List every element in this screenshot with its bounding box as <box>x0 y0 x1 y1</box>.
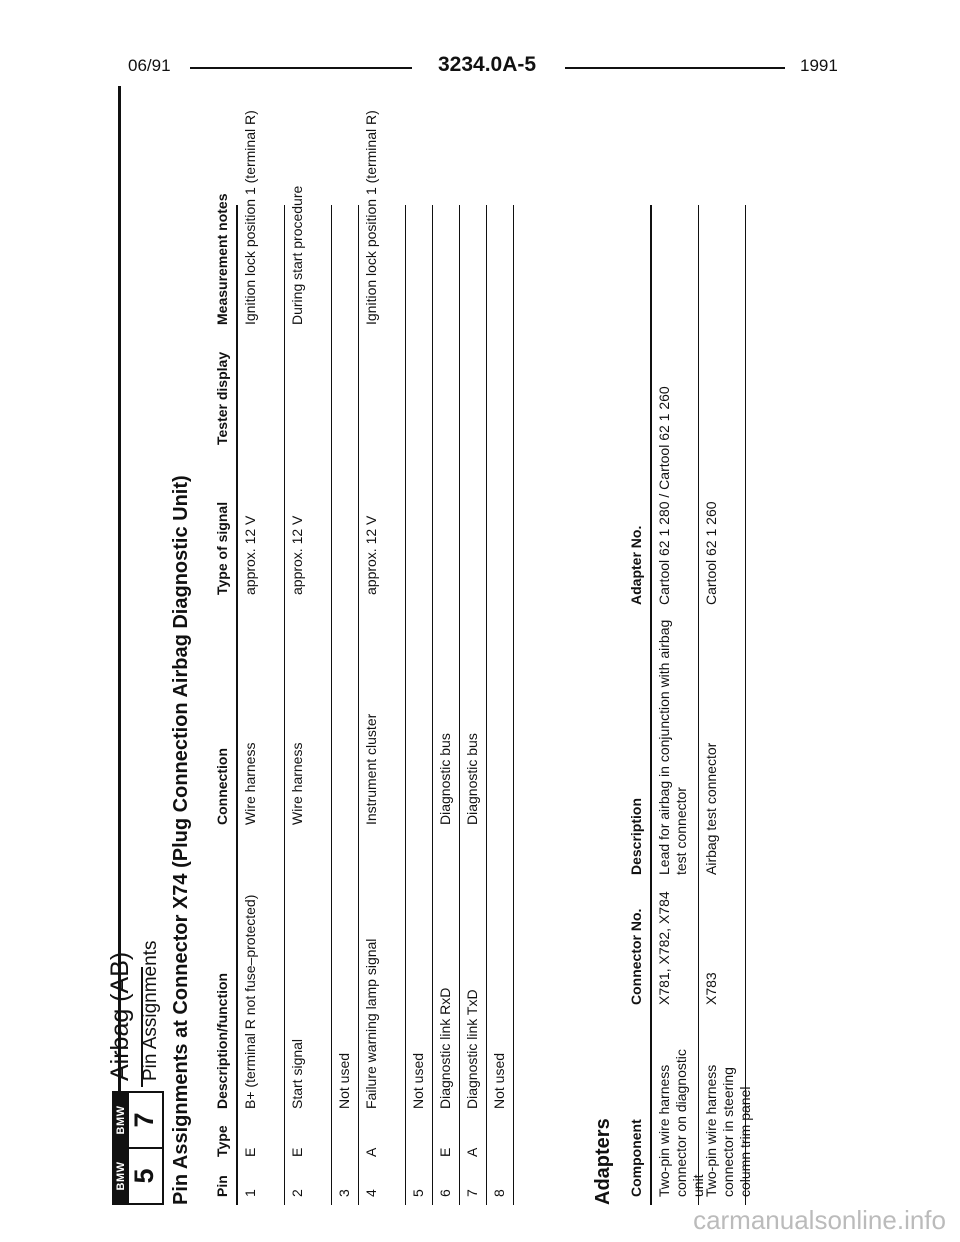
rotated-content <box>106 95 753 1205</box>
pin-cell: E <box>242 1147 258 1157</box>
pin-cell: Diagnostic link TxD <box>464 989 480 1109</box>
pin-cell: E <box>289 1147 305 1157</box>
pin-row <box>460 205 487 1205</box>
adapters-table-header: Component Connector No. Description Adapter No. <box>624 205 652 1205</box>
adapters-title: Adapters <box>592 1118 614 1205</box>
pin-cell: 3 <box>336 1189 352 1197</box>
pin-row <box>433 205 460 1205</box>
pin-row <box>406 205 433 1205</box>
pin-cell: Wire harness <box>242 742 258 825</box>
pin-row <box>285 185 332 1205</box>
pin-cell: 5 <box>410 1189 426 1197</box>
adapter-cell: Airbag test connector <box>703 742 719 875</box>
pin-row <box>332 205 359 1205</box>
pin-cell: During start procedure <box>289 185 305 325</box>
header-rule-right <box>565 67 785 69</box>
watermark: carmanualsonline.info <box>693 1205 946 1235</box>
pin-cell: Not used <box>491 1052 507 1109</box>
bmw-7-badge: BMW 7 <box>112 1091 164 1149</box>
pin-cell: Not used <box>336 1052 352 1109</box>
pin-cell: 1 <box>242 1189 258 1197</box>
adapter-cell: X781, X782, X784 <box>656 891 672 1005</box>
pin-cell: approx. 12 V <box>363 515 379 595</box>
pin-cell: Ignition lock position 1 (terminal R) <box>242 110 258 325</box>
pin-cell: 6 <box>437 1189 453 1197</box>
pin-cell: Wire harness <box>289 742 305 825</box>
pin-row <box>359 110 406 1205</box>
adapter-cell: Cartool 62 1 280 / Cartool 62 1 260 <box>656 386 672 605</box>
header-code: 3234.0A-5 <box>438 53 537 76</box>
page-subtitle: Pin Assignments <box>140 940 161 1081</box>
page-header <box>0 53 960 86</box>
header-date: 06/91 <box>128 56 171 75</box>
pin-row <box>487 205 514 1205</box>
adapter-row <box>652 205 706 1205</box>
adapters-table <box>624 205 753 1205</box>
pin-cell: approx. 12 V <box>289 515 305 595</box>
pin-row <box>238 110 285 1205</box>
header-year: 1991 <box>800 56 838 75</box>
pin-cell: Diagnostic bus <box>464 733 480 825</box>
pin-cell: Diagnostic link RxD <box>437 987 453 1109</box>
adapter-cell: X783 <box>703 972 719 1005</box>
pin-cell: 2 <box>289 1189 305 1197</box>
pin-cell: Ignition lock position 1 (terminal R) <box>363 110 379 325</box>
pin-cell: E <box>437 1147 453 1157</box>
section-title: Pin Assignments at Connector X74 (Plug Connection Airbag Diagnostic Unit) <box>170 475 192 1205</box>
pin-cell: approx. 12 V <box>242 515 258 595</box>
pin-cell: Not used <box>410 1052 426 1109</box>
pin-cell: Start signal <box>289 1038 305 1109</box>
pin-cell: 4 <box>363 1189 379 1197</box>
pin-cell: A <box>363 1147 379 1157</box>
adapter-row <box>699 205 753 1205</box>
pin-cell: A <box>464 1147 480 1157</box>
pin-cell: B+ (terminal R not fuse–protected) <box>242 894 258 1109</box>
pin-table-header: Pin Type Description/function Connection Type of signal Tester display Measurement notes <box>210 205 238 1205</box>
pin-cell: Diagnostic bus <box>437 733 453 825</box>
pin-cell: 7 <box>464 1189 480 1197</box>
pin-table <box>210 110 514 1205</box>
adapter-cell: Cartool 62 1 260 <box>703 501 719 605</box>
pin-cell: Failure warning lamp signal <box>363 938 379 1109</box>
pin-cell: Instrument cluster <box>363 713 379 825</box>
adapter-cell: Two-pin wire harness connector on diagnostic unit <box>656 1049 706 1197</box>
pin-cell: 8 <box>491 1189 507 1197</box>
header-rule-left <box>190 67 412 69</box>
page-title: Airbag (AB) <box>106 951 134 1081</box>
bmw-5-badge: BMW 5 <box>112 1147 164 1205</box>
adapter-cell: Lead for airbag in conjunction with airbag test connector <box>656 619 689 875</box>
adapter-cell: Two-pin wire harness connector in steering column trim panel <box>703 1064 753 1197</box>
